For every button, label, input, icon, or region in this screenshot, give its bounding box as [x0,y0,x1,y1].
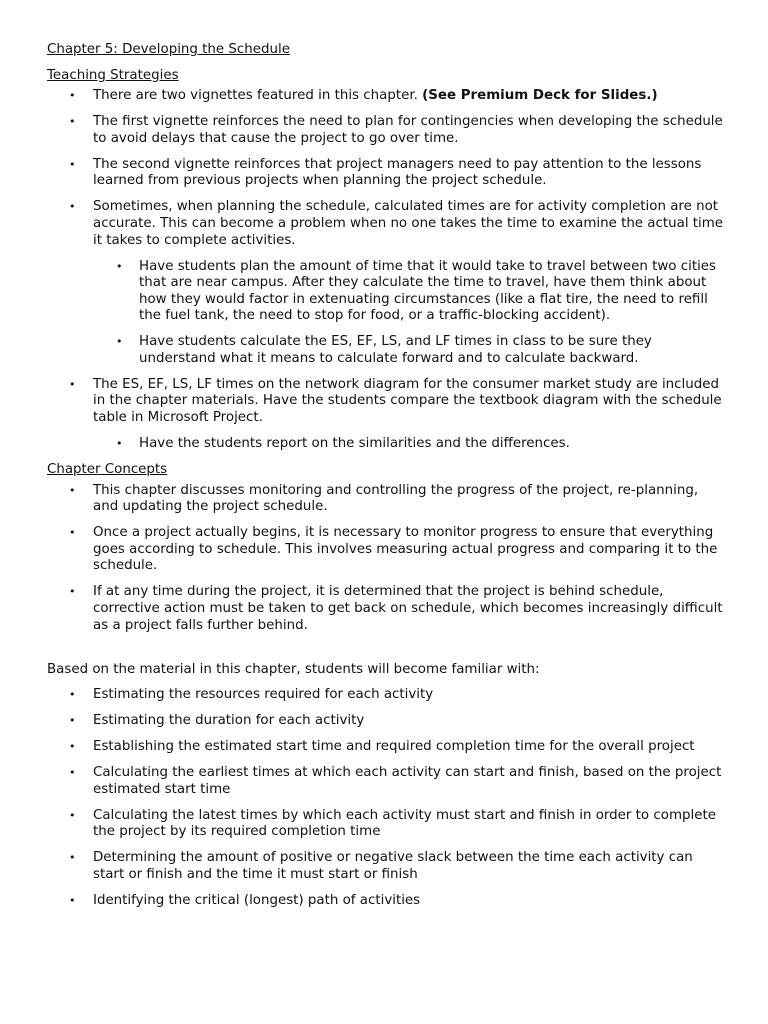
sub-list [93,436,727,453]
document-page [47,42,727,919]
sub-list [93,259,727,368]
list-item [47,199,727,367]
bullet-text: There are two vignettes featured in this chapter. [93,88,418,104]
spacer [47,644,727,662]
list-item [47,377,727,453]
list-item: • Once a project actually begins, it is necessary to monitor progress to ensure that everything goes according to schedule. This involves measuring actual progress and comparing it to the schedule. [47,525,727,575]
bullet-text: The ES, EF, LS, LF times on the network diagram for the consumer market study are included in the chapter materials. Have the students compare the textbook diagram with the schedule table in Microsoft Project. [93,376,722,426]
list-item: • If at any time during the project, it is determined that the project is behind schedule, corrective action must be taken to get back on schedule, which becomes increasingly difficult as a project falls further behind. [47,584,727,634]
list-item: • Establishing the estimated start time and required completion time for the overall project [47,739,727,756]
list-item: • Calculating the earliest times at which each activity can start and finish, based on the project estimated start time [47,765,727,798]
chapter-concepts-list [47,483,727,635]
list-item: • Determining the amount of positive or negative slack between the time each activity can start or finish and the time it must start or finish [47,850,727,883]
sub-list-item: • Have students calculate the ES, EF, LS, and LF times in class to be sure they understand what it means to calculate forward and to calculate backward. [93,334,727,367]
sub-list-item: • Have students plan the amount of time that it would take to travel between two cities that are near campus. After they calculate the time to travel, have them think about how they would factor in extenuating circumstances (like a flat tire, the need to refill the fuel tank, the need to stop for food, or a traffic-blocking accident). [93,259,727,325]
chapter-title: Chapter 5: Developing the Schedule [47,42,290,57]
chapter-concepts-heading: Chapter Concepts [47,462,168,477]
list-item: • The second vignette reinforces that project managers need to pay attention to the lessons learned from previous projects when planning the project schedule. [47,157,727,190]
teaching-strategies-heading: Teaching Strategies [47,67,179,83]
bullet-text: Sometimes, when planning the schedule, calculated times are for activity completion are not accurate. This can become a problem when no one takes the time to examine the actual time it takes to complete activities. [93,199,724,248]
list-item [47,88,727,105]
list-item: • Estimating the duration for each activity [47,713,727,730]
list-item: • Estimating the resources required for each activity [47,687,727,704]
premium-deck-note: (See Premium Deck for Slides.) [422,88,658,104]
teaching-strategies-list [47,88,727,452]
list-item: • Identifying the critical (longest) path of activities [47,893,727,910]
sub-list-item: • Have the students report on the similarities and the differences. [93,436,727,453]
familiar-intro: Based on the material in this chapter, students will become familiar with: [47,661,540,677]
list-item: • Calculating the latest times by which each activity must start and finish in order to complete the project by its required completion time [47,808,727,841]
familiar-list [47,687,727,909]
list-item: • The first vignette reinforces the need to plan for contingencies when developing the schedule to avoid delays that cause the project to go over time. [47,114,727,147]
list-item: • This chapter discusses monitoring and controlling the progress of the project, re-planning, and updating the project schedule. [47,483,727,516]
